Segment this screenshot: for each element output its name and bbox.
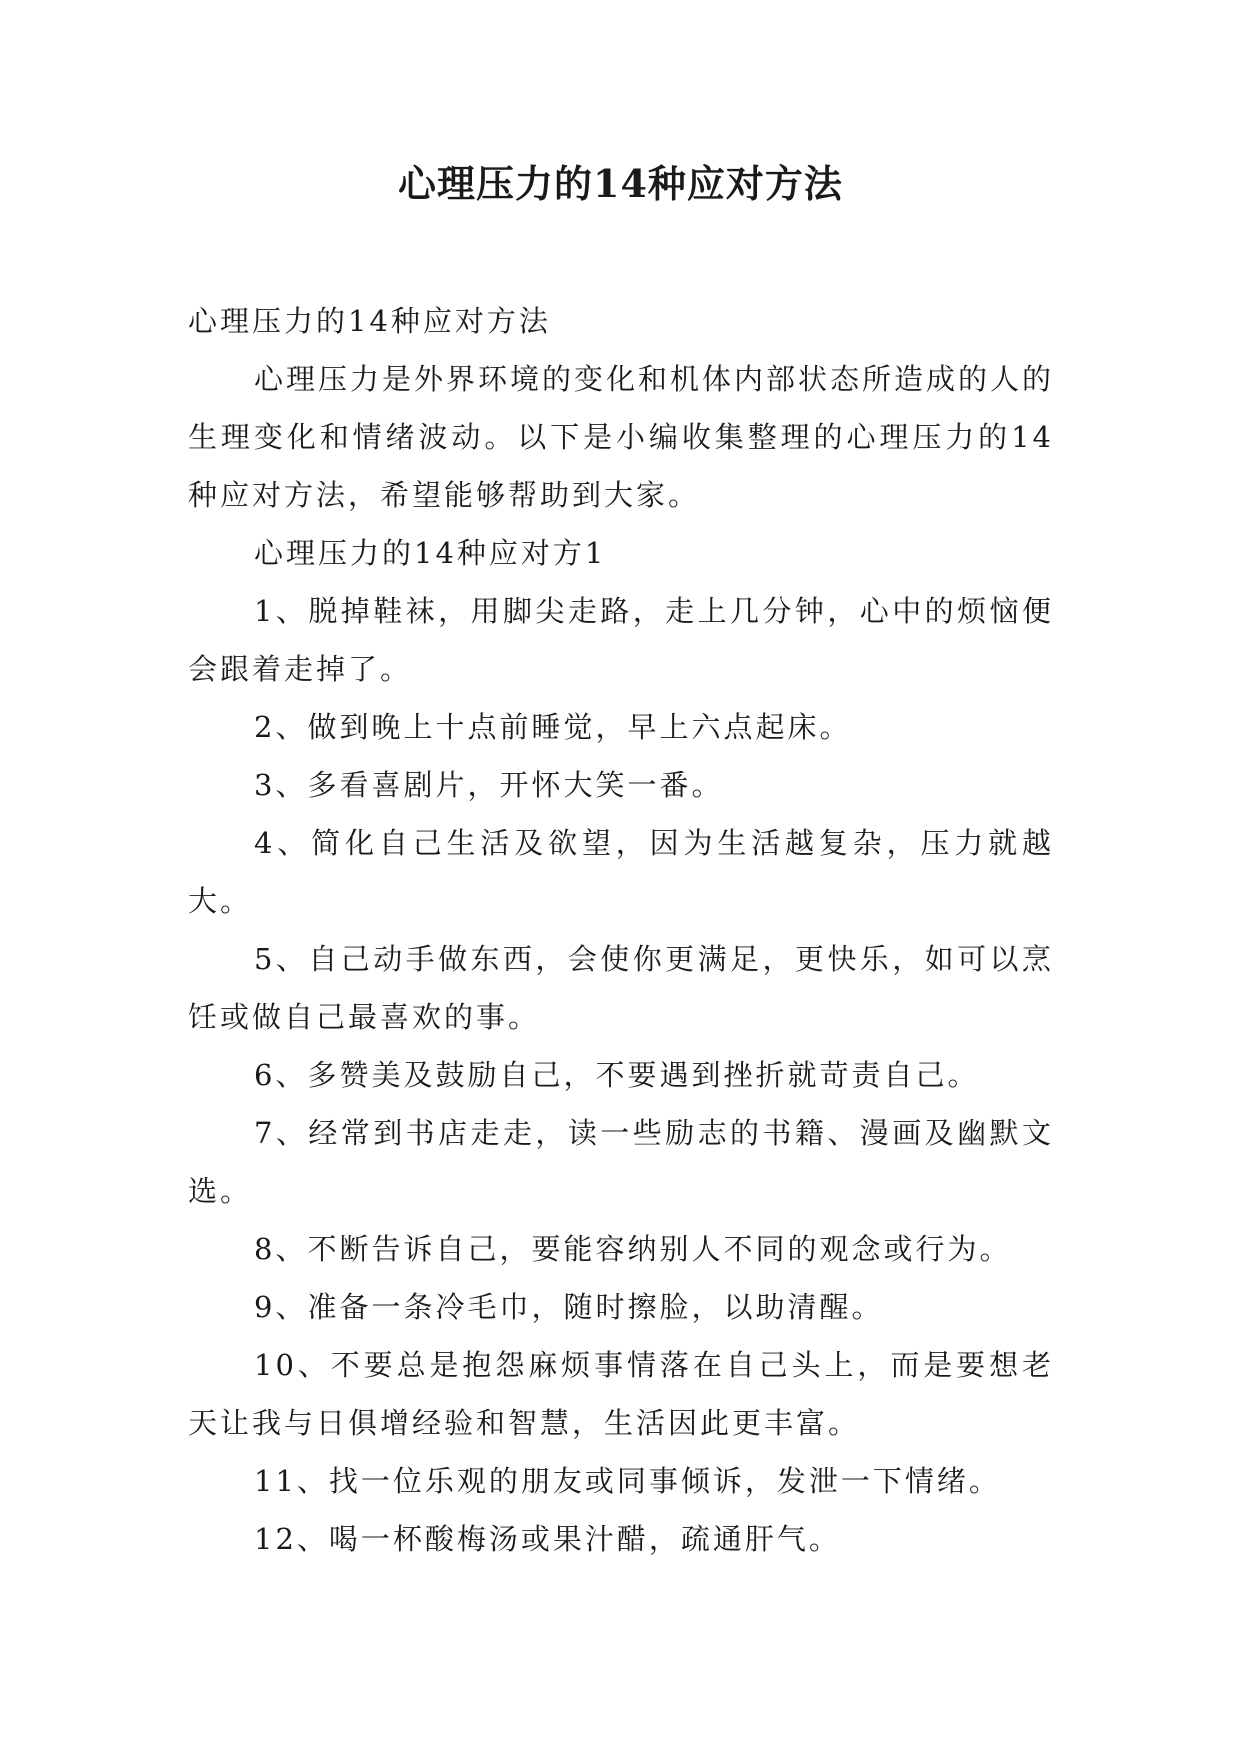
list-item: 12、喝一杯酸梅汤或果汁醋，疏通肝气。 bbox=[254, 1522, 841, 1556]
list-item: 9、准备一条冷毛巾，随时擦脸，以助清醒。 bbox=[254, 1290, 884, 1324]
paragraph-heading: 心理压力的14种应对方法 bbox=[188, 304, 551, 338]
list-item: 6、多赞美及鼓励自己，不要遇到挫折就苛责自己。 bbox=[254, 1058, 980, 1092]
list-item: 11、找一位乐观的朋友或同事倾诉，发泄一下情绪。 bbox=[254, 1464, 1001, 1498]
list-item: 5、自己动手做东西，会使你更满足，更快乐，如可以烹饪或做自己最喜欢的事。 bbox=[188, 942, 1054, 1034]
list-item: 1、脱掉鞋袜，用脚尖走路，走上几分钟，心中的烦恼便会跟着走掉了。 bbox=[188, 594, 1054, 686]
list-item: 2、做到晚上十点前睡觉，早上六点起床。 bbox=[254, 710, 852, 744]
paragraph-section-title: 心理压力的14种应对方1 bbox=[254, 536, 607, 570]
list-item: 3、多看喜剧片，开怀大笑一番。 bbox=[254, 768, 724, 802]
list-item: 7、经常到书店走走，读一些励志的书籍、漫画及幽默文选。 bbox=[188, 1116, 1054, 1208]
list-item: 10、不要总是抱怨麻烦事情落在自己头上，而是要想老天让我与日俱增经验和智慧，生活因此更丰富。 bbox=[188, 1348, 1054, 1440]
list-item: 8、不断告诉自己，要能容纳别人不同的观念或行为。 bbox=[254, 1232, 1012, 1266]
paragraph-intro: 心理压力是外界环境的变化和机体内部状态所造成的人的生理变化和情绪波动。以下是小编收集整理的心理压力的14种应对方法，希望能够帮助到大家。 bbox=[188, 362, 1055, 512]
list-item: 4、简化自己生活及欲望，因为生活越复杂，压力就越大。 bbox=[188, 826, 1054, 918]
document-title: 心理压力的14种应对方法 bbox=[398, 161, 843, 206]
document-body bbox=[188, 292, 1054, 1568]
